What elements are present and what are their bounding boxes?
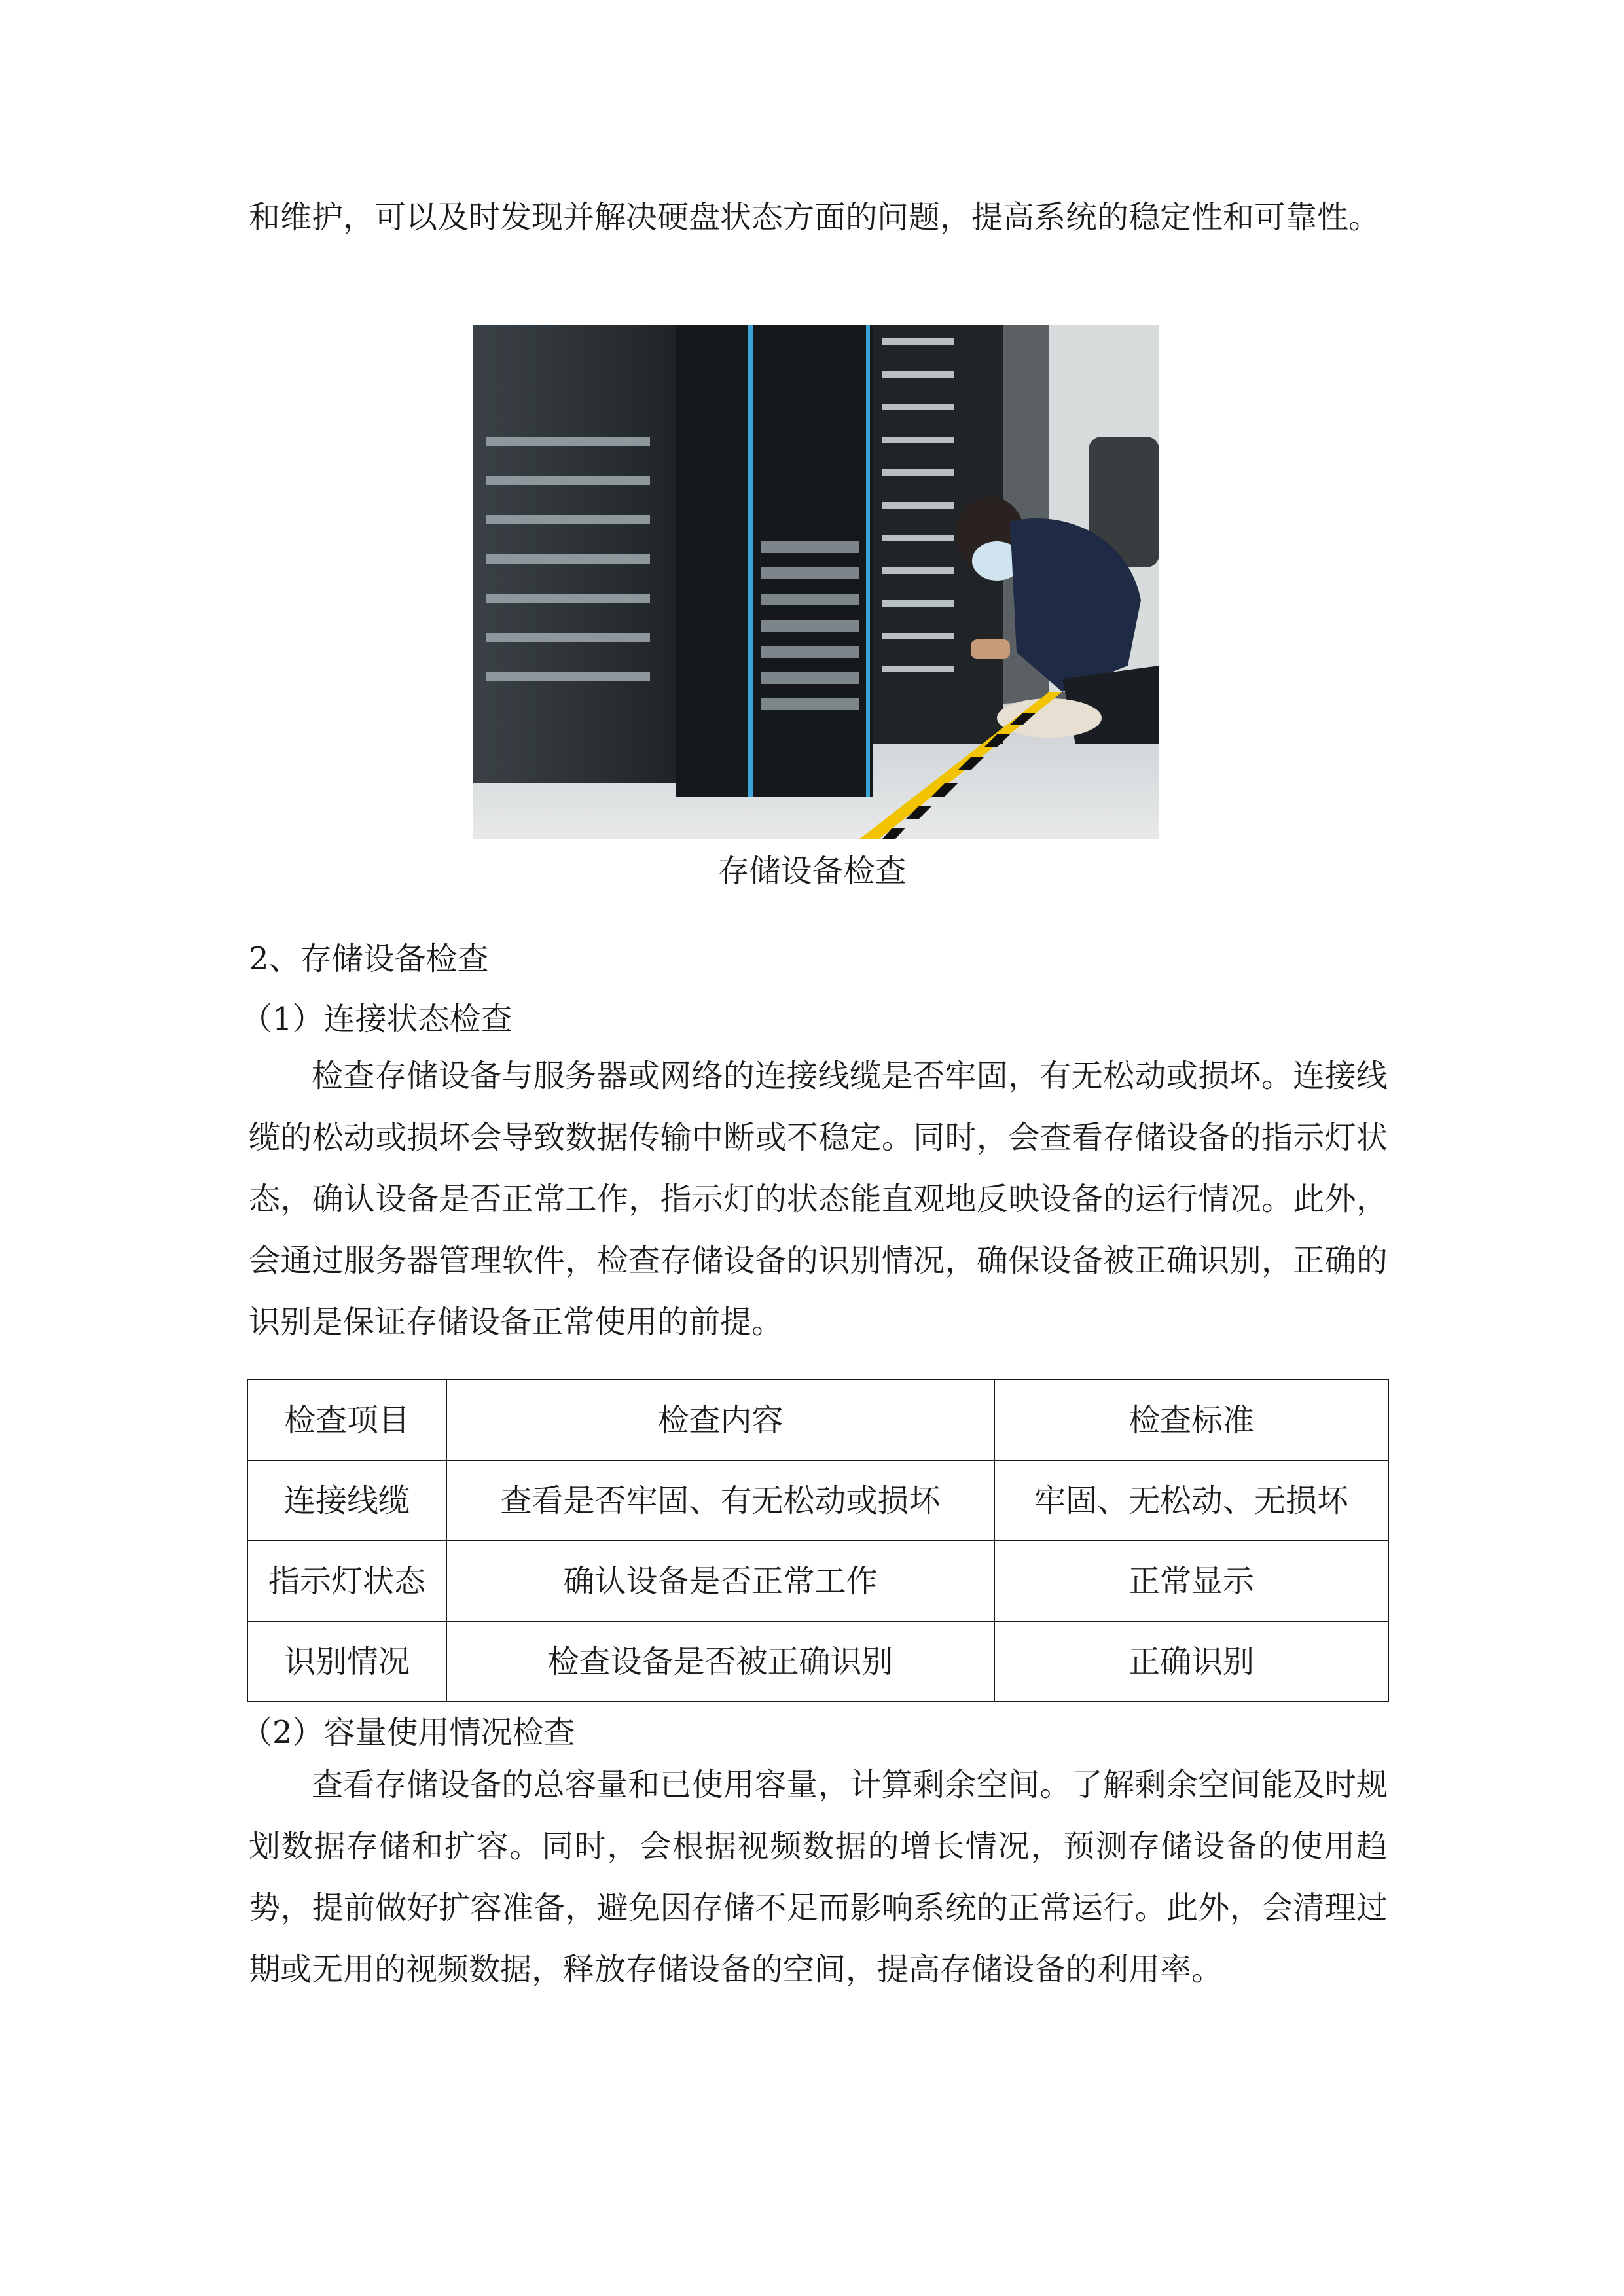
subsection-1-body: 检查存储设备与服务器或网络的连接线缆是否牢固，有无松动或损坏。连接线缆的松动或损坏会导致数据传输中断或不稳定。同时，会查看存储设备的指示灯状态，确认设备是否正常工作，指示灯的状态能直观地反映设备的运行情况。此外，会通过服务器管理软件，检查存储设备的识别情况，确保设备被正确识别，正确的识别是保证存储设备正常使用的前提。 xyxy=(249,1058,1388,1340)
table-cell: 正确识别 xyxy=(994,1621,1388,1702)
table-cell: 识别情况 xyxy=(247,1621,446,1702)
table-cell: 连接线缆 xyxy=(247,1460,446,1541)
table-cell: 牢固、无松动、无损坏 xyxy=(994,1460,1388,1541)
section-heading: 2、存储设备检查 xyxy=(249,941,489,977)
table-row xyxy=(247,1460,1388,1541)
subsection-2-body: 查看存储设备的总容量和已使用容量，计算剩余空间。了解剩余空间能及时规划数据存储和扩容。同时，会根据视频数据的增长情况，预测存储设备的使用趋势，提前做好扩容准备，避免因存储不足而影响系统的正常运行。此外，会清理过期或无用的视频数据，释放存储设备的空间，提高存储设备的利用率。 xyxy=(249,1767,1388,1988)
table-header-cell: 检查项目 xyxy=(247,1380,446,1460)
figure-caption: 存储设备检查 xyxy=(717,853,907,889)
table-cell: 指示灯状态 xyxy=(247,1541,446,1621)
server-rack-technician-icon xyxy=(473,325,1159,839)
table-cell: 正常显示 xyxy=(994,1541,1388,1621)
table-row xyxy=(247,1621,1388,1702)
table-header-cell: 检查标准 xyxy=(994,1380,1388,1460)
table-cell: 查看是否牢固、有无松动或损坏 xyxy=(446,1460,994,1541)
server-rack-photo xyxy=(473,325,1159,839)
table-cell: 确认设备是否正常工作 xyxy=(446,1541,994,1621)
table-row xyxy=(247,1541,1388,1621)
table-header-cell: 检查内容 xyxy=(446,1380,994,1460)
inspection-table xyxy=(247,1379,1389,1702)
subsection-1-heading: （1）连接状态检查 xyxy=(241,1001,513,1037)
table-cell: 检查设备是否被正确识别 xyxy=(446,1621,994,1702)
table-header-row xyxy=(247,1380,1388,1460)
subsection-2-heading: （2）容量使用情况检查 xyxy=(241,1714,575,1751)
intro-paragraph: 和维护，可以及时发现并解决硬盘状态方面的问题，提高系统的稳定性和可靠性。 xyxy=(249,199,1380,236)
